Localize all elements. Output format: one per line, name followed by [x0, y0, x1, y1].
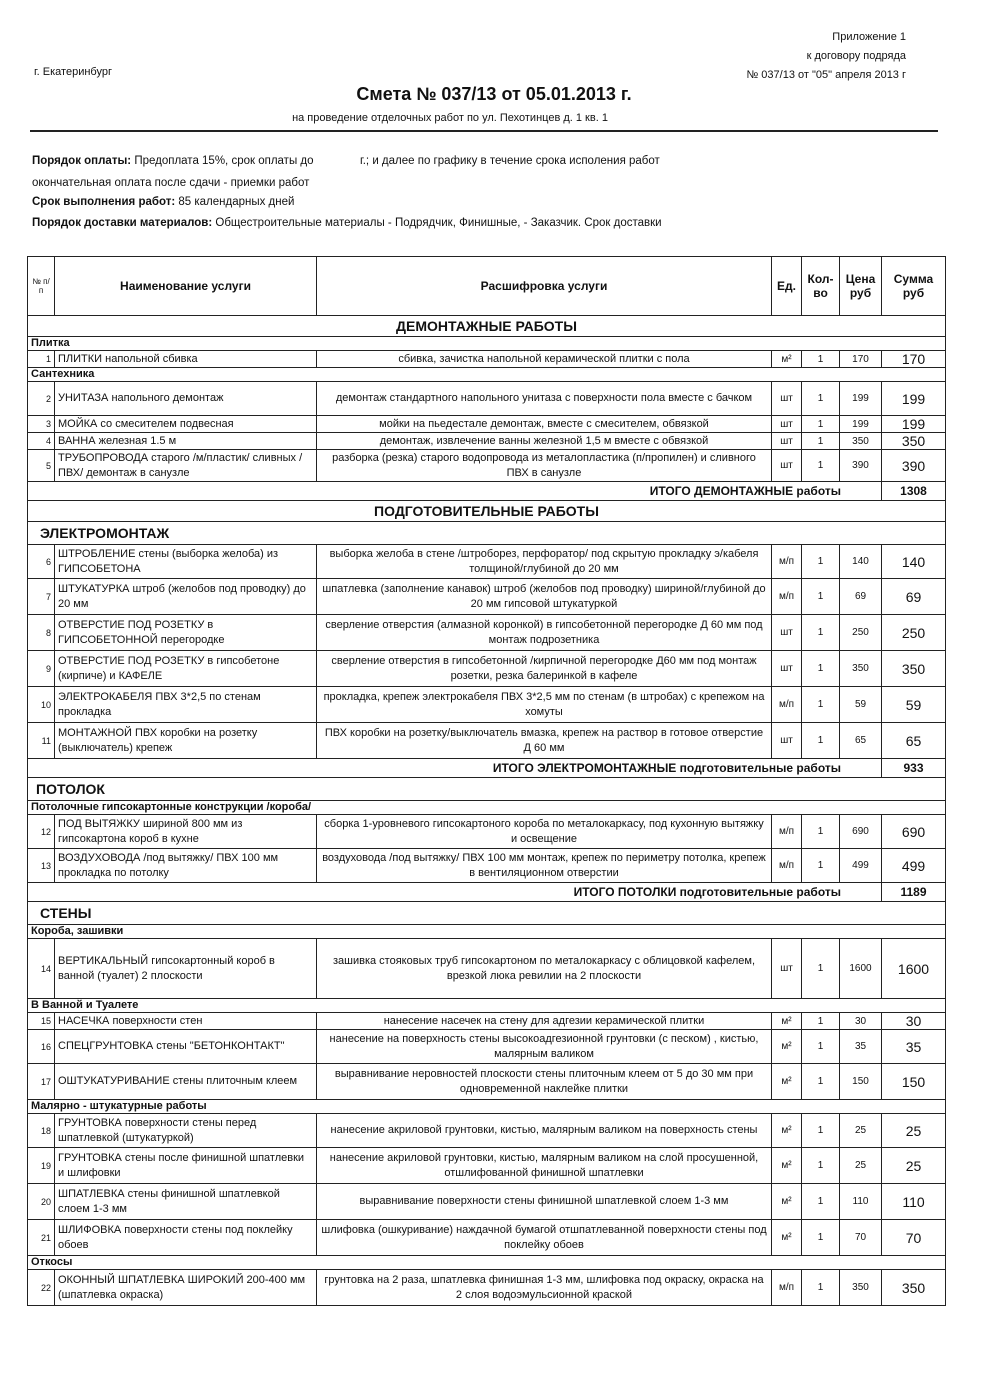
service-name: ОКОННЫЙ ШПАТЛЕВКА ШИРОКИЙ 200-400 мм (шпатлевка окраска) — [55, 1270, 317, 1306]
payment-label: Порядок оплаты: — [32, 155, 132, 167]
table-header-row — [28, 257, 946, 316]
service-description: нанесение насечек на стену для адгезии керамической плитки — [317, 1013, 772, 1030]
service-description: нанесение акриловой грунтовки, кистью, малярным валиком на поверхность стены — [317, 1114, 772, 1148]
sum-cell: 69 — [882, 579, 946, 615]
table-row — [28, 1013, 946, 1030]
service-name: ПОД ВЫТЯЖКУ шириной 800 мм из гипсокартона короб в кухне — [55, 815, 317, 849]
final-payment: окончательная оплата после сдачи - приемки работ — [32, 177, 310, 189]
row-number: 8 — [28, 615, 55, 651]
sum-cell: 150 — [882, 1064, 946, 1100]
service-name: ШТРОБЛЕНИЕ стены (выборка желоба) из ГИПСОБЕТОНА — [55, 545, 317, 579]
table-body — [28, 316, 946, 1306]
price-cell: 350 — [840, 1270, 882, 1306]
section-prep-label: ПОДГОТОВИТЕЛЬНЫЕ РАБОТЫ — [28, 501, 946, 522]
table-row — [28, 615, 946, 651]
price-cell: 69 — [840, 579, 882, 615]
unit-cell: м² — [772, 1220, 802, 1256]
unit-cell: м/п — [772, 579, 802, 615]
sum-cell: 350 — [882, 651, 946, 687]
service-description: нанесение акриловой грунтовки, кистью, малярным валиком на слой просушенной, отшлифованной финишной шпатлевки — [317, 1148, 772, 1184]
service-name: ВАННА железная 1.5 м — [55, 433, 317, 450]
sum-cell: 65 — [882, 723, 946, 759]
qty-cell: 1 — [802, 1064, 840, 1100]
price-cell: 390 — [840, 450, 882, 482]
service-description: нанесение на поверхность стены высокоадгезионной грунтовки (с песком) , кистью, малярным валиком — [317, 1030, 772, 1064]
qty-cell: 1 — [802, 1148, 840, 1184]
service-description: мойки на пьедестале демонтаж, вместе с смесителем, обвязкой — [317, 416, 772, 433]
qty-cell: 1 — [802, 651, 840, 687]
unit-cell: шт — [772, 615, 802, 651]
delivery-text: Общестроительные материалы - Подрядчик, Финишные, - Заказчик. Срок доставки — [215, 217, 662, 229]
sum-cell: 250 — [882, 615, 946, 651]
row-number: 9 — [28, 651, 55, 687]
service-description: выравнивание неровностей плоскости стены плиточным клеем от 5 до 30 мм при одновременной наклейке плитки — [317, 1064, 772, 1100]
qty-cell: 1 — [802, 1013, 840, 1030]
total-electro-sum: 933 — [882, 759, 946, 778]
row-number: 17 — [28, 1064, 55, 1100]
unit-cell: м² — [772, 1114, 802, 1148]
service-description: сбивка, зачистка напольной керамической плитки с пола — [317, 351, 772, 368]
col-unit-header: Ед. — [772, 257, 802, 316]
service-description: выборка желоба в стене /штроборез, перфоратор/ под скрытую прокладку э/кабеля толщиной/глубиной до 20 мм — [317, 545, 772, 579]
service-name: ШЛИФОВКА поверхности стены под поклейку обоев — [55, 1220, 317, 1256]
unit-cell: шт — [772, 651, 802, 687]
qty-cell: 1 — [802, 433, 840, 450]
total-demontage-sum: 1308 — [882, 482, 946, 501]
row-number: 1 — [28, 351, 55, 368]
row-number: 5 — [28, 450, 55, 482]
price-cell: 199 — [840, 416, 882, 433]
price-cell: 140 — [840, 545, 882, 579]
service-name: ЭЛЕКТРОКАБЕЛЯ ПВХ 3*2,5 по стенам прокладка — [55, 687, 317, 723]
row-number: 7 — [28, 579, 55, 615]
price-cell: 25 — [840, 1148, 882, 1184]
subsection-boxes-label: Короба, зашивки — [28, 925, 946, 939]
price-cell: 350 — [840, 651, 882, 687]
unit-cell: шт — [772, 450, 802, 482]
unit-cell: шт — [772, 939, 802, 999]
service-description: разборка (резка) старого водопровода из металопластика (п/пропилен) и сливного ПВХ в санузле — [317, 450, 772, 482]
payment-terms — [32, 155, 660, 167]
subsection-ceiling — [28, 778, 946, 801]
sum-cell: 199 — [882, 416, 946, 433]
subsection-boxes — [28, 925, 946, 939]
sum-cell: 390 — [882, 450, 946, 482]
total-demontage-label: ИТОГО ДЕМОНТАЖНЫЕ работы — [28, 482, 882, 501]
row-number: 12 — [28, 815, 55, 849]
row-number: 11 — [28, 723, 55, 759]
service-name: ОШТУКАТУРИВАНИЕ стены плиточным клеем — [55, 1064, 317, 1100]
price-cell: 25 — [840, 1114, 882, 1148]
delivery-label: Порядок доставки материалов: — [32, 217, 213, 229]
unit-cell: м/п — [772, 849, 802, 883]
unit-cell: м² — [772, 351, 802, 368]
price-cell: 65 — [840, 723, 882, 759]
service-description: грунтовка на 2 раза, шпатлевка финишная 1-3 мм, шлифовка под окраску, окраска на 2 слоя водоэмульсионной краской — [317, 1270, 772, 1306]
price-cell: 199 — [840, 382, 882, 416]
unit-cell: м/п — [772, 1270, 802, 1306]
unit-cell: шт — [772, 382, 802, 416]
table-row — [28, 450, 946, 482]
col-name-header: Наименование услуги — [55, 257, 317, 316]
service-name: ГРУНТОВКА стены после финишной шпатлевки и шлифовки — [55, 1148, 317, 1184]
unit-cell: м² — [772, 1013, 802, 1030]
unit-cell: м² — [772, 1184, 802, 1220]
service-description: зашивка стояковых труб гипсокартоном по металокаркасу с облицовкой кафелем, врезкой люка ревилии на 2 плоскости — [317, 939, 772, 999]
subsection-electro-label: ЭЛЕКТРОМОНТАЖ — [28, 522, 946, 545]
unit-cell: м/п — [772, 815, 802, 849]
price-cell: 499 — [840, 849, 882, 883]
row-number: 10 — [28, 687, 55, 723]
service-name: ОТВЕРСТИЕ ПОД РОЗЕТКУ в гипсобетоне (кирпиче) и КАФЕЛЕ — [55, 651, 317, 687]
price-cell: 250 — [840, 615, 882, 651]
appendix-line-1: Приложение 1 — [832, 31, 906, 43]
subsection-ceiling-boxes-label: Потолочные гипсокартонные конструкции /короба/ — [28, 801, 946, 815]
table-row — [28, 1148, 946, 1184]
service-name: ШТУКАТУРКА штроб (желобов под проводку) до 20 мм — [55, 579, 317, 615]
payment-text: Предоплата 15%, срок оплаты до — [134, 155, 314, 167]
col-num-header: № п/п — [28, 257, 55, 316]
subsection-paint — [28, 1100, 946, 1114]
service-name: ШПАТЛЕВКА стены финишной шпатлевкой слоем 1-3 мм — [55, 1184, 317, 1220]
qty-cell: 1 — [802, 382, 840, 416]
table-row — [28, 939, 946, 999]
subsection-walls — [28, 902, 946, 925]
subsection-tile — [28, 337, 946, 351]
row-number: 14 — [28, 939, 55, 999]
unit-cell: м/п — [772, 545, 802, 579]
price-cell: 70 — [840, 1220, 882, 1256]
service-name: УНИТАЗА напольного демонтаж — [55, 382, 317, 416]
qty-cell: 1 — [802, 687, 840, 723]
qty-cell: 1 — [802, 939, 840, 999]
price-cell: 30 — [840, 1013, 882, 1030]
sum-cell: 140 — [882, 545, 946, 579]
sum-cell: 499 — [882, 849, 946, 883]
subsection-bath-label: В Ванной и Туалете — [28, 999, 946, 1013]
subsection-ceiling-label: ПОТОЛОК — [28, 778, 946, 801]
table-row — [28, 849, 946, 883]
qty-cell: 1 — [802, 815, 840, 849]
unit-cell: шт — [772, 416, 802, 433]
subsection-bath — [28, 999, 946, 1013]
sum-cell: 25 — [882, 1114, 946, 1148]
table-row — [28, 723, 946, 759]
table-row — [28, 1064, 946, 1100]
price-cell: 170 — [840, 351, 882, 368]
table-row — [28, 1184, 946, 1220]
sum-cell: 30 — [882, 1013, 946, 1030]
duration-label: Срок выполнения работ: — [32, 196, 176, 208]
row-number: 13 — [28, 849, 55, 883]
table-row — [28, 687, 946, 723]
service-name: ВОЗДУХОВОДА /под вытяжку/ ПВХ 100 мм прокладка по потолку — [55, 849, 317, 883]
subsection-paint-label: Малярно - штукатурные работы — [28, 1100, 946, 1114]
col-qty-header: Кол-во — [802, 257, 840, 316]
qty-cell: 1 — [802, 1114, 840, 1148]
service-description: сверление отверстия (алмазной коронкой) в гипсобетонной перегородке Д 60 мм под монтаж подрозетника — [317, 615, 772, 651]
estimate-table — [27, 256, 946, 1306]
table-row — [28, 433, 946, 450]
service-name: СПЕЦГРУНТОВКА стены "БЕТОНКОНТАКТ" — [55, 1030, 317, 1064]
appendix-line-3: № 037/13 от "05" апреля 2013 г — [746, 69, 906, 81]
service-description: выравнивание поверхности стены финишной шпатлевкой слоем 1-3 мм — [317, 1184, 772, 1220]
col-price-header: Цена руб — [840, 257, 882, 316]
price-cell: 59 — [840, 687, 882, 723]
table-row — [28, 579, 946, 615]
service-description: демонтаж, извлечение ванны железной 1,5 м вместе с обвязкой — [317, 433, 772, 450]
total-ceiling — [28, 883, 946, 902]
sum-cell: 199 — [882, 382, 946, 416]
price-cell: 35 — [840, 1030, 882, 1064]
unit-cell: шт — [772, 723, 802, 759]
total-electro-label: ИТОГО ЭЛЕКТРОМОНТАЖНЫЕ подготовительные работы — [28, 759, 882, 778]
qty-cell: 1 — [802, 849, 840, 883]
appendix-note — [746, 28, 906, 85]
service-description: шлифовка (ошкуривание) наждачной бумагой отшпатлеванной поверхности стены под поклейку обоев — [317, 1220, 772, 1256]
table-row — [28, 1114, 946, 1148]
unit-cell: м² — [772, 1148, 802, 1184]
qty-cell: 1 — [802, 723, 840, 759]
row-number: 20 — [28, 1184, 55, 1220]
duration-text: 85 календарных дней — [178, 196, 295, 208]
subsection-ceiling-boxes — [28, 801, 946, 815]
price-cell: 1600 — [840, 939, 882, 999]
unit-cell: м/п — [772, 687, 802, 723]
service-name: ГРУНТОВКА поверхности стены перед шпатлевкой (штукатуркой) — [55, 1114, 317, 1148]
sum-cell: 350 — [882, 433, 946, 450]
service-name: ВЕРТИКАЛЬНЫЙ гипсокартонный короб в ванной (туалет) 2 плоскости — [55, 939, 317, 999]
subsection-slopes — [28, 1256, 946, 1270]
service-description: прокладка, крепеж электрокабеля ПВХ 3*2,5 мм по стенам (в штробах) с крепежом на хомуты — [317, 687, 772, 723]
qty-cell: 1 — [802, 416, 840, 433]
subsection-plumbing-label: Сантехника — [28, 368, 946, 382]
qty-cell: 1 — [802, 1184, 840, 1220]
row-number: 22 — [28, 1270, 55, 1306]
document-title: Смета № 037/13 от 05.01.2013 г. — [356, 84, 632, 104]
row-number: 19 — [28, 1148, 55, 1184]
price-cell: 110 — [840, 1184, 882, 1220]
qty-cell: 1 — [802, 1270, 840, 1306]
duration-terms — [32, 196, 294, 208]
col-sum-header: Сумма руб — [882, 257, 946, 316]
table-row — [28, 545, 946, 579]
row-number: 16 — [28, 1030, 55, 1064]
service-name: МОНТАЖНОЙ ПВХ коробки на розетку (выключатель) крепеж — [55, 723, 317, 759]
unit-cell: шт — [772, 433, 802, 450]
qty-cell: 1 — [802, 1220, 840, 1256]
sum-cell: 59 — [882, 687, 946, 723]
qty-cell: 1 — [802, 579, 840, 615]
service-description: воздуховода /под вытяжку/ ПВХ 100 мм монтаж, крепеж по периметру потолка, крепеж в вентиляционном отверстии — [317, 849, 772, 883]
sum-cell: 350 — [882, 1270, 946, 1306]
service-description: шпатлевка (заполнение канавок) штроб (желобов под проводку) шириной/глубиной до 20 мм гипсовой штукатуркой — [317, 579, 772, 615]
service-description: демонтаж стандартного напольного унитаза с поверхности пола вместе с бачком — [317, 382, 772, 416]
sum-cell: 25 — [882, 1148, 946, 1184]
col-desc-header: Расшифровка услуги — [317, 257, 772, 316]
table-row — [28, 1220, 946, 1256]
sum-cell: 1600 — [882, 939, 946, 999]
section-demontage-label: ДЕМОНТАЖНЫЕ РАБОТЫ — [28, 316, 946, 337]
price-cell: 350 — [840, 433, 882, 450]
qty-cell: 1 — [802, 545, 840, 579]
row-number: 15 — [28, 1013, 55, 1030]
total-ceiling-label: ИТОГО ПОТОЛКИ подготовительные работы — [28, 883, 882, 902]
row-number: 21 — [28, 1220, 55, 1256]
section-demontage — [28, 316, 946, 337]
header-divider — [30, 130, 938, 132]
payment-text-2: г.; и далее по графику в течение срока исполения работ — [359, 155, 660, 167]
row-number: 18 — [28, 1114, 55, 1148]
price-cell: 690 — [840, 815, 882, 849]
delivery-terms — [32, 217, 662, 229]
total-demontage — [28, 482, 946, 501]
table-row — [28, 1030, 946, 1064]
sum-cell: 170 — [882, 351, 946, 368]
unit-cell: м² — [772, 1030, 802, 1064]
table-row — [28, 382, 946, 416]
qty-cell: 1 — [802, 351, 840, 368]
price-cell: 150 — [840, 1064, 882, 1100]
unit-cell: м² — [772, 1064, 802, 1100]
qty-cell: 1 — [802, 615, 840, 651]
qty-cell: 1 — [802, 1030, 840, 1064]
service-name: ПЛИТКИ напольной сбивка — [55, 351, 317, 368]
row-number: 4 — [28, 433, 55, 450]
service-description: сборка 1-уровневого гипсокартоного короба по металокаркасу, под кухонную вытяжку и освещение — [317, 815, 772, 849]
table-row — [28, 416, 946, 433]
total-electro — [28, 759, 946, 778]
subsection-electro — [28, 522, 946, 545]
subsection-plumbing — [28, 368, 946, 382]
subsection-slopes-label: Откосы — [28, 1256, 946, 1270]
qty-cell: 1 — [802, 450, 840, 482]
table-row — [28, 815, 946, 849]
service-description: ПВХ коробки на розетку/выключатель вмазка, крепеж на раствор в готовое отверстие Д 60 мм — [317, 723, 772, 759]
sum-cell: 110 — [882, 1184, 946, 1220]
sum-cell: 35 — [882, 1030, 946, 1064]
section-prep — [28, 501, 946, 522]
sum-cell: 70 — [882, 1220, 946, 1256]
service-name: ТРУБОПРОВОДА старого /м/пластик/ сливных /ПВХ/ демонтаж в санузле — [55, 450, 317, 482]
row-number: 3 — [28, 416, 55, 433]
city-label: г. Екатеринбург — [34, 66, 112, 78]
subsection-walls-label: СТЕНЫ — [28, 902, 946, 925]
document-subtitle: на проведение отделочных работ по ул. Пехотинцев д. 1 кв. 1 — [292, 112, 608, 124]
subsection-tile-label: Плитка — [28, 337, 946, 351]
appendix-line-2: к договору подряда — [806, 50, 906, 62]
sum-cell: 690 — [882, 815, 946, 849]
table-row — [28, 651, 946, 687]
table-row — [28, 351, 946, 368]
row-number: 6 — [28, 545, 55, 579]
service-description: сверление отверстия в гипсобетонной /кирпичной перегородке Д60 мм под монтаж розетки, резка балеринкой в кафеле — [317, 651, 772, 687]
service-name: НАСЕЧКА поверхности стен — [55, 1013, 317, 1030]
service-name: МОЙКА со смесителем подвесная — [55, 416, 317, 433]
row-number: 2 — [28, 382, 55, 416]
service-name: ОТВЕРСТИЕ ПОД РОЗЕТКУ в ГИПСОБЕТОННОЙ перегородке — [55, 615, 317, 651]
table-row — [28, 1270, 946, 1306]
total-ceiling-sum: 1189 — [882, 883, 946, 902]
